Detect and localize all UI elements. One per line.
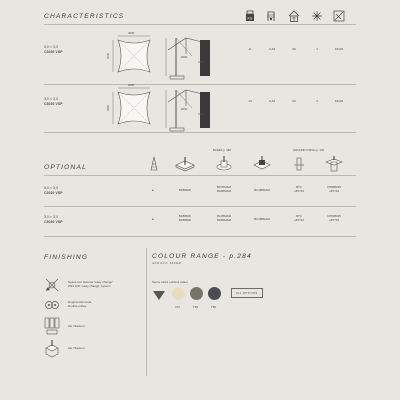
dimension-overall: 2400 [198, 112, 205, 116]
code-line: BF8866D [178, 188, 192, 192]
umbrella-side-view-diagram [162, 82, 222, 134]
ground-anchor-icon [292, 156, 306, 172]
product-code: C3030 VSP [44, 102, 63, 106]
optional-size: 3,0 × 3,0 [44, 215, 59, 219]
code-line: BTC [296, 185, 302, 189]
code-line: BTC [296, 214, 302, 218]
sun-rays-icon [311, 10, 323, 22]
svg-text:KG: KG [247, 16, 253, 21]
code-cell [318, 214, 350, 222]
hardware-parts-icon [44, 316, 60, 336]
code-line: CP808025 [327, 185, 341, 189]
included-dot: • [152, 217, 154, 223]
rope-pulley-icon [44, 277, 60, 293]
house-sun-icon [288, 10, 300, 22]
code-cell [246, 217, 278, 221]
dimension-height: 2000 [181, 55, 188, 59]
optional-heading: OPTIONAL [44, 164, 87, 171]
round-base-icon [215, 156, 233, 172]
wind-resistance-icon [266, 10, 277, 22]
weighted-base-icon [252, 156, 272, 172]
spec-house: 60 [292, 99, 296, 103]
optional-code: C2020 VSP [44, 191, 63, 195]
dimension-depth: 2800 [106, 104, 111, 112]
product-size: 3,0 × 3,0 [44, 97, 59, 101]
code-cell [208, 185, 240, 193]
code-cell [246, 188, 278, 192]
finishing-label: Sessa con sistema "easy change" Wire with "easy change" system [68, 280, 114, 288]
code-cell [208, 214, 240, 222]
spec-sun: 4 [316, 47, 318, 51]
ground-fixing-label: GROUND FIXING p. 192 [293, 148, 325, 152]
bases-label: BASES p. 186 [213, 148, 231, 152]
colour-range-subheading: ACRILYC 350GR [152, 261, 182, 265]
code-line: BF8866D [178, 214, 192, 218]
code-cell [283, 185, 315, 193]
spec-tube: 18x20 [334, 99, 344, 103]
optional-code: C3030 VSP [44, 220, 63, 224]
dimension-depth: 3000 [106, 52, 111, 60]
code-line: BF8866D [178, 218, 192, 223]
included-dot: • [152, 188, 154, 194]
product-size: 3,0 × 3,0 [44, 45, 59, 49]
spec-house: 60 [292, 47, 296, 51]
code-line: BC80MAM [217, 218, 231, 223]
square-base-icon [174, 156, 196, 172]
finishing-heading: FINISHING [44, 254, 89, 261]
swatch-code: 474 [175, 305, 180, 309]
characteristics-heading: CHARACTERISTICS [44, 13, 125, 20]
umbrella-top-view-diagram [108, 30, 160, 82]
finishing-label: Alu Titanium [68, 324, 85, 328]
colour-note: Senza volant | without volant [152, 280, 188, 284]
colour-swatch[interactable] [190, 287, 203, 300]
swatch-code: T6N [193, 305, 199, 309]
spec-weight: 13 [248, 99, 252, 103]
colour-swatch[interactable] [172, 287, 185, 300]
code-line: BC35MAM [217, 185, 231, 189]
colour-range-heading: COLOUR RANGE - p.284 [152, 253, 252, 260]
product-code: C3030 VSP [44, 50, 63, 54]
umbrella-side-view-diagram [162, 30, 222, 82]
finishing-label: Doppia Carrucola Double pulley [68, 300, 92, 308]
dimension-height: 2000 [181, 107, 188, 111]
spec-wind: 0,33 [268, 99, 276, 103]
code-line: BC80MAM [217, 189, 231, 194]
umbrella-shape-icon [152, 288, 166, 302]
spec-tube: 18x20 [334, 47, 344, 51]
ground-plate-icon [324, 156, 344, 172]
umbrella-top-view-diagram [108, 82, 160, 134]
dimension-width: 2800 [128, 83, 135, 87]
swatch-code: T9N [211, 305, 217, 309]
dimension-width: 3000 [128, 31, 135, 35]
code-cell [318, 185, 350, 193]
code-line: BC185MAM [254, 217, 270, 221]
finishing-label: Alu Titanium [68, 346, 85, 350]
dimension-overall: 2400 [198, 60, 205, 64]
code-line: BC35MAM [217, 214, 231, 218]
base-cube-icon [44, 340, 60, 358]
cover-icon [150, 156, 158, 172]
code-cell [169, 214, 201, 222]
code-line: +BT716 [293, 218, 305, 223]
spec-wind: 0,33 [268, 47, 276, 51]
spec-weight: 11 [248, 47, 252, 51]
code-line: BC185MAM [254, 188, 270, 192]
code-line: CP808025 [327, 214, 341, 218]
optional-size: 3,0 × 3,0 [44, 186, 59, 190]
code-cell [169, 188, 201, 192]
all-options-button[interactable]: ALL OPTIONS [231, 288, 263, 298]
double-pulley-icon [44, 297, 60, 313]
crossed-check-icon [333, 10, 345, 22]
spec-sun: 4 [316, 99, 318, 103]
code-cell [283, 214, 315, 222]
code-line: +BT716 [293, 189, 305, 194]
weight-kg-icon [245, 10, 255, 22]
code-line: +BT716 [328, 189, 340, 194]
colour-swatch[interactable] [208, 287, 221, 300]
code-line: +BT716 [328, 218, 340, 223]
